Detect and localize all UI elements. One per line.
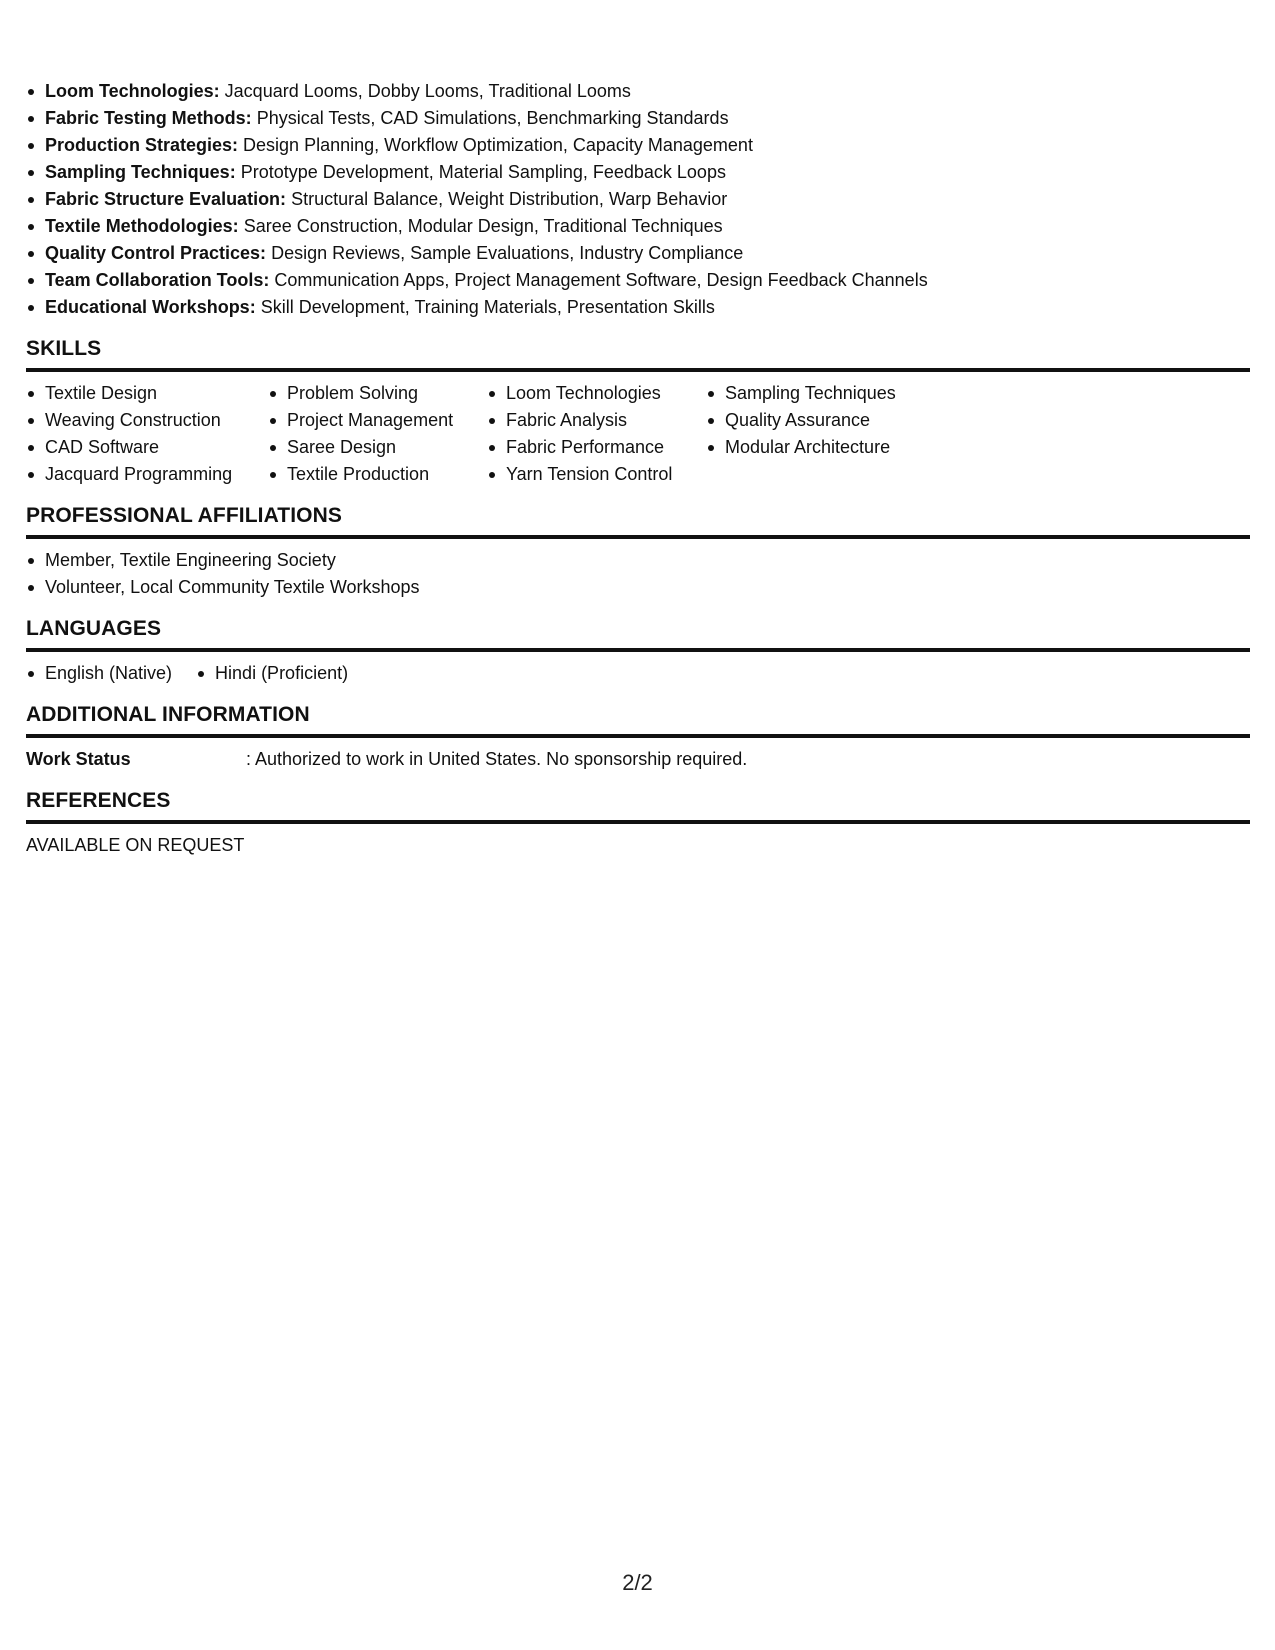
skills-column-1 [26, 380, 244, 488]
affiliations-list [26, 547, 1250, 601]
additional-info-title: ADDITIONAL INFORMATION [26, 701, 1250, 738]
additional-info-section [26, 701, 1250, 773]
expertise-item [26, 159, 1250, 186]
languages-section [26, 615, 1250, 687]
skill-item: Quality Assurance [706, 407, 926, 434]
expertise-value: Physical Tests, CAD Simulations, Benchmarking Standards [251, 108, 729, 128]
languages-list [26, 660, 1250, 687]
skills-section [26, 335, 1250, 488]
language-item: English (Native) [26, 660, 172, 687]
affiliation-item: Volunteer, Local Community Textile Workshops [26, 574, 1250, 601]
expertise-key: Loom Technologies: [45, 81, 220, 101]
skill-item: Jacquard Programming [26, 461, 244, 488]
expertise-key: Fabric Structure Evaluation: [45, 189, 287, 209]
skills-column-3 [487, 380, 682, 488]
expertise-item [26, 186, 1250, 213]
skills-grid [26, 380, 1250, 488]
references-text: AVAILABLE ON REQUEST [26, 835, 245, 855]
skill-item: Project Management [268, 407, 463, 434]
expertise-value: Saree Construction, Modular Design, Traditional Techniques [238, 216, 723, 236]
resume-content [26, 78, 1250, 859]
expertise-key: Textile Methodologies: [45, 216, 239, 236]
languages-title: LANGUAGES [26, 615, 1250, 652]
affiliations-section [26, 502, 1250, 601]
expertise-value: Jacquard Looms, Dobby Looms, Traditional Looms [219, 81, 631, 101]
language-item: Hindi (Proficient) [196, 660, 348, 687]
expertise-item [26, 267, 1250, 294]
page-number: 2/2 [622, 1570, 653, 1595]
skill-item: Fabric Analysis [487, 407, 682, 434]
affiliations-title: PROFESSIONAL AFFILIATIONS [26, 502, 1250, 539]
expertise-key: Fabric Testing Methods: [45, 108, 252, 128]
expertise-key: Production Strategies: [45, 135, 239, 155]
expertise-value: Communication Apps, Project Management Software, Design Feedback Channels [269, 270, 928, 290]
skill-item: Saree Design [268, 434, 463, 461]
work-status-value: : Authorized to work in United States. No sponsorship required. [246, 749, 748, 769]
skill-item: CAD Software [26, 434, 244, 461]
references-section [26, 787, 1250, 859]
expertise-item [26, 294, 1250, 321]
expertise-key: Team Collaboration Tools: [45, 270, 270, 290]
expertise-item [26, 132, 1250, 159]
affiliation-item: Member, Textile Engineering Society [26, 547, 1250, 574]
references-title: REFERENCES [26, 787, 1250, 824]
expertise-key: Educational Workshops: [45, 297, 256, 317]
skill-item: Modular Architecture [706, 434, 926, 461]
skill-item: Yarn Tension Control [487, 461, 682, 488]
expertise-key: Quality Control Practices: [45, 243, 267, 263]
skill-item: Loom Technologies [487, 380, 682, 407]
expertise-value: Design Planning, Workflow Optimization, Capacity Management [238, 135, 753, 155]
expertise-key: Sampling Techniques: [45, 162, 236, 182]
expertise-list [26, 78, 1250, 321]
expertise-value: Structural Balance, Weight Distribution, Warp Behavior [286, 189, 728, 209]
skill-item: Textile Design [26, 380, 244, 407]
skill-item: Textile Production [268, 461, 463, 488]
expertise-item [26, 213, 1250, 240]
skills-column-4 [706, 380, 926, 488]
skill-item: Sampling Techniques [706, 380, 926, 407]
expertise-value: Design Reviews, Sample Evaluations, Industry Compliance [266, 243, 744, 263]
expertise-item [26, 240, 1250, 267]
work-status-label: Work Status [26, 749, 131, 769]
expertise-value: Skill Development, Training Materials, Presentation Skills [255, 297, 715, 317]
skill-item: Fabric Performance [487, 434, 682, 461]
expertise-item [26, 78, 1250, 105]
work-status-row [26, 746, 1250, 773]
skill-item: Weaving Construction [26, 407, 244, 434]
skill-item: Problem Solving [268, 380, 463, 407]
expertise-item [26, 105, 1250, 132]
skills-column-2 [268, 380, 463, 488]
expertise-value: Prototype Development, Material Sampling, Feedback Loops [235, 162, 726, 182]
skills-title: SKILLS [26, 335, 1250, 372]
